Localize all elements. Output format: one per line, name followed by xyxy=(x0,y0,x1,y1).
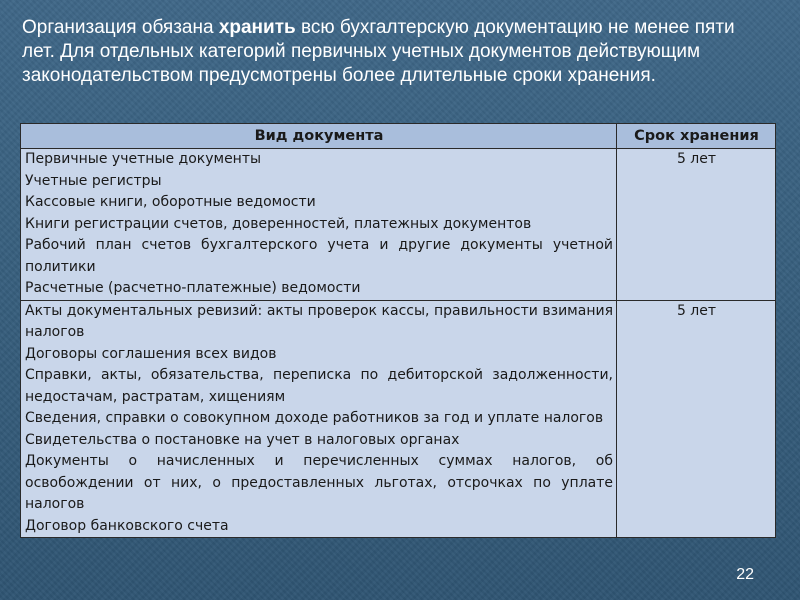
list-item: Договор банковского счета xyxy=(25,517,229,534)
list-item: Договоры соглашения всех видов xyxy=(25,345,277,362)
list-item: Свидетельства о постановке на учет в налоговых органах xyxy=(25,431,460,448)
list-item: Сведения, справки о совокупном доходе работников за год и уплате налогов xyxy=(25,410,604,426)
page-number: 22 xyxy=(736,566,754,583)
intro-text-part1: Организация обязана xyxy=(22,17,219,38)
intro-paragraph xyxy=(22,16,742,88)
table-row xyxy=(21,149,776,301)
list-item: Кассовые книги, оборотные ведомости xyxy=(25,194,316,210)
header-retention-period: Срок хранения xyxy=(617,124,776,149)
list-item: Книги регистрации счетов, доверенностей, платежных документов xyxy=(25,215,532,232)
document-list-cell xyxy=(21,149,617,301)
list-item: Расчетные (расчетно-платежные) ведомости xyxy=(25,280,361,296)
retention-term-cell: 5 лет xyxy=(617,149,776,301)
table-row xyxy=(21,300,776,538)
list-item: Учетные регистры xyxy=(25,172,162,189)
retention-table xyxy=(20,123,776,538)
header-document-type: Вид документа xyxy=(21,124,617,149)
intro-text-part2: всю бухгалтерскую документацию не менее пяти лет. Для отдельных категорий первичных учетных документов действующим законодательством предусмотрены более длительные сроки хранения. xyxy=(22,17,735,86)
list-item: Акты документальных ревизий: акты проверок кассы, правильности взимания налогов xyxy=(25,302,613,340)
list-item: Рабочий план счетов бухгалтерского учета и другие документы учетной политики xyxy=(25,237,613,275)
list-item: Документы о начисленных и перечисленных суммах налогов, об освобождении от них, о предоставленных льготах, отсрочках по уплате налогов xyxy=(25,453,613,512)
retention-term-cell: 5 лет xyxy=(617,300,776,538)
list-item: Справки, акты, обязательства, переписка по дебиторской задолженности, недостачам, растратам, хищениям xyxy=(25,367,613,405)
document-list-cell xyxy=(21,300,617,538)
intro-emphasis: хранить xyxy=(218,17,296,38)
table-header-row xyxy=(21,124,776,149)
list-item: Первичные учетные документы xyxy=(25,151,262,167)
